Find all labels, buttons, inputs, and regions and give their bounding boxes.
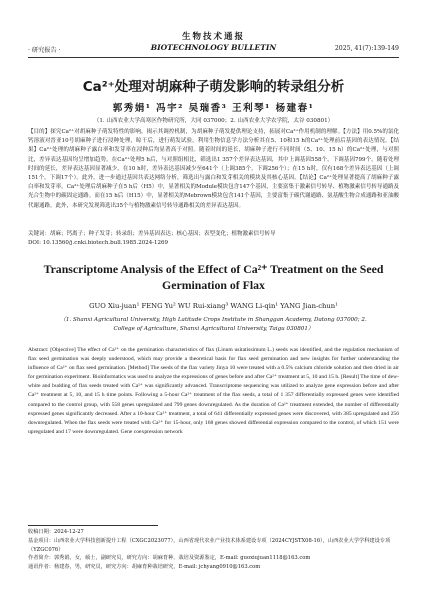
abstract-en: Abstract: [Objective] The effect of Ca²⁺ on the germination characteristics of flax (Linum usitatissimum L.) seeds was identified, and the regulation mechanism of flax seed germination was deeply understood, which may provide a theoretical basis for flax seed germination and new insights for further understanding the influence of Ca²⁺ on flax seed germination. [Method] The seeds of the flax variety Jinya 10 were treated with a 0.5% calcium chloride solution and then dried in air for germination experiment. Bioinformatics was used to analyze the expressions of genes before and after Ca²⁺ treatment at 5, 10 and 15 h. [Result] The time of dew-white and budding of flax seeds treated with Ca²⁺ was significantly advanced. Transcriptome sequencing was utilized to analyze gene expression before and after Ca²⁺ treatment at 5, 10, and 15 h time points. Following a 5-hour Ca²⁺ treatment of the flax seeds, a total of 1 357 differentially expressed genes were identified compared to the control group, with 558 genes upregulated and 799 genes downregulated. As the duration of Ca²⁺ treatment extended, the number of differentially expressed genes significantly decreased. After a 10-hour Ca²⁺ treatment, a total of 641 differentially expressed genes were discovered, with 385 upregulated and 256 downregulated. When the flax seeds were treated with Ca²⁺ for 15-hour, only 168 genes showed differential expression compared to the control, of which 151 were upregulated and 17 were downregulated. Gene coexpression network xyxy=(28,347,399,435)
received-date: 收稿日期：2024-12-27 xyxy=(28,529,84,535)
keywords-cn: 关键词：胡麻；钙离子；种子发芽；转录组；差异基因表达；核心基因；表型变化；植物激素信号转导 xyxy=(28,231,276,237)
section-label: · 研究报告 · xyxy=(28,47,61,54)
affiliation-en: （1. Shanxi Agricultural University, High Latitude Crops Institute in Shanggan Academy, Datong 037000; 2. College of Agriculture, Shanxi Agricultural University, Taigu 030801） xyxy=(60,317,367,332)
authors-en: GUO Xiu-juan¹ FENG Yu² WU Rui-xiang³ WANG Li-qin¹ YANG Jian-chun¹ xyxy=(89,302,338,310)
journal-name-cn: 生物技术通报 xyxy=(181,32,245,42)
author-bio: 作者简介：郭秀娟，女，硕士，副研究员，研究方向：胡麻育种、栽培及资源鉴定，E-mail: guoxiujuan1118@163.com xyxy=(28,555,311,562)
issue-info: 2025, 41(7):139-149 xyxy=(334,45,399,52)
authors-cn: 郭秀娟¹ 冯宇² 吴瑞香³ 王利琴¹ 杨建春¹ xyxy=(112,103,315,114)
running-header xyxy=(28,43,399,55)
header-divider xyxy=(28,57,399,58)
corresponding-author: 通讯作者：杨建春，男，研究员，研究方向：胡麻育种栽培研究，E-mail: jchyang0910@163.com xyxy=(28,564,261,571)
journal-name-en: BIOTECHNOLOGY BULLETIN xyxy=(150,43,277,52)
funding-info: 基金项目：山西农业大学科技创新提升工程（CXGC2023077），山西省现代农业产业技术体系建设专项（2024CYJSTX08-16），山西农业大学学科建设专项（YZGC076） xyxy=(28,537,391,553)
article-title-cn: Ca²⁺处理对胡麻种子萌发影响的转录组分析 xyxy=(82,79,345,95)
footnote-divider xyxy=(28,525,158,526)
footnote xyxy=(28,528,399,572)
affiliation-cn: （1. 山西农业大学高寒区作物研究所，大同 037000；2. 山西农业大学农学院，太谷 030801） xyxy=(93,118,334,124)
doi-link[interactable]: DOI: 10.13560/j.cnki.biotech.bull.1985.2024-1269 xyxy=(28,240,169,246)
abstract-cn: 【目的】探究Ca²⁺对胡麻种子萌发特性的影响，揭示其调控机制，为胡麻种子萌发提供理论支持，拓展对Ca²⁺作用机制的理解。【方法】用0.5%的氯化钙溶液对晋亚10号胡麻种子进行浸种处理，晾干后，进行萌发试验。利用生物信息学方法分析其在5、10和15 h的Ca²⁺处理前后基因的表达情况。【结果】Ca²⁺处理的胡麻种子露白率和发芽率在浸种后均显著高于对照。随着时间的延长，胡麻种子进行不同时间（5、10、15 h）的Ca²⁺处理，与对照比，差异表达基因均呈增加趋势。在Ca²⁺处理5 h后，与对照组相比，筛选出1 357个差异表达基因，其中上调基因558个，下调基因799个。随着处理时间的延长，差异表达基因显著减少。在10 h时，差异表达基因减少至641个（上调385个，下调256个）；在15 h时，仅有168个差异表达基因（上调151个，下调17个）。此外，进一步通过基因共表达网络分析，筛选出与露白和发芽相关的模块及其核心基因。【结论】Ca²⁺处理显著提高了胡麻种子露白率和发芽率，Ca²⁺处理后胡麻种子在5 h后（H5）中，显著相关的Module模块包含147个基因，主要富集于激素信号转导、植物激素信号转导通路及光合生物中的碳固定通路。而在15 h后（H15）中，显著相关的Mebrown模块包含141个基因，主要富集于碳代谢通路、氨基酸生物合成通路和亚油酸代谢通路。此外，本研究发现筛选出35个与植物激素信号转导通路相关的差异表达基因。 xyxy=(28,129,399,209)
article-title-en: Transcriptome Analysis of the Effect of Ca²⁺ Treatment on the Seed Germination of Flax xyxy=(43,262,384,292)
